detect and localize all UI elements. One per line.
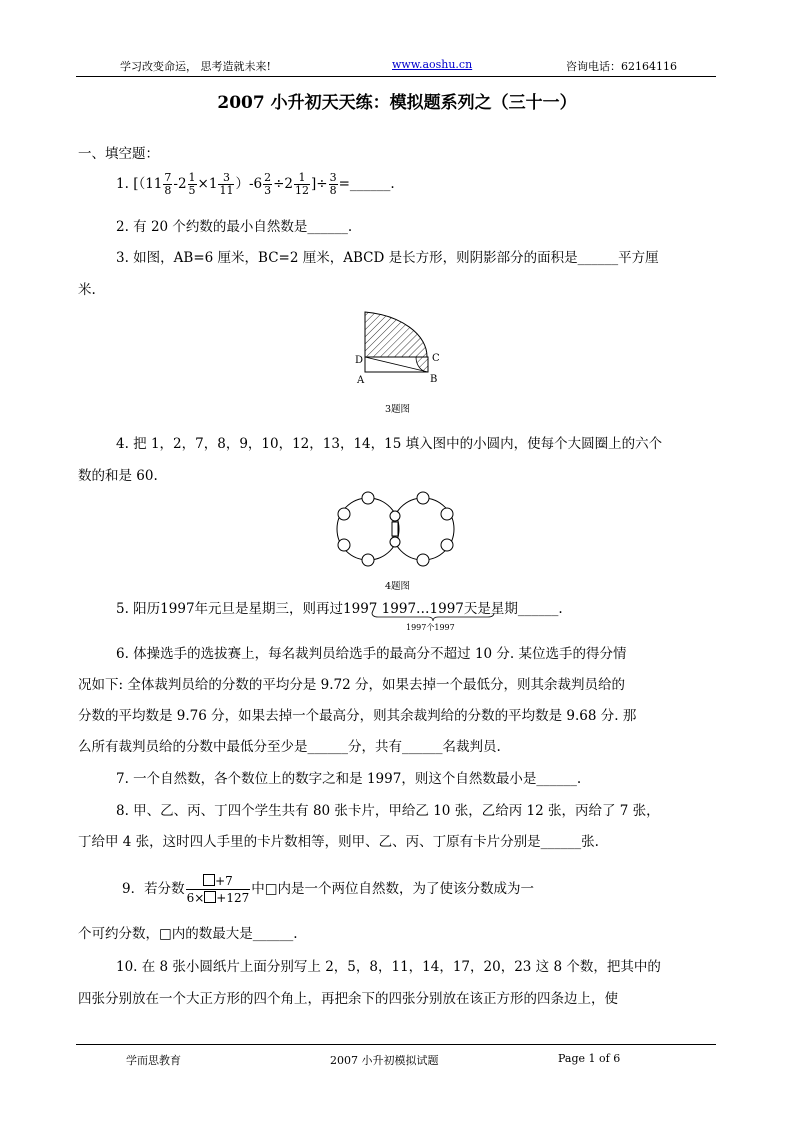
question-10-line1: 10. 在 8 张小圆纸片上面分别写上 2，5，8，11，14，17，20，23 这 8 个数，把其中的 (116, 959, 661, 975)
question-2: 2. 有 20 个约数的最小自然数是______. (116, 219, 353, 235)
q5-brace-label: 1997个1997 (406, 623, 455, 632)
question-6-line1: 6. 体操选手的选拔赛上，每名裁判员给选手的最高分不超过 10 分. 某位选手的得分情 (116, 646, 627, 662)
q1-text: [（11 (133, 176, 163, 192)
figure-4-diagram (333, 487, 463, 572)
q1-fraction: $\frac{7}{8}$ (164, 171, 172, 197)
header-rule (76, 76, 716, 77)
page-title: 2007 小升初天天练：模拟题系列之（三十一） (217, 93, 577, 113)
question-8-line2: 丁给甲 4 张，这时四人手里的卡片数相等，则甲、乙、丙、丁原有卡片分别是______张. (78, 834, 599, 850)
question-4-line1: 4. 把 1，2，7，8，9，10，12，13，14，15 填入图中的小圆内，使每个大圆圈上的六个 (116, 436, 663, 452)
label-d: D (355, 355, 364, 366)
q1-text: ×1 (197, 176, 218, 192)
q1-text: ÷2 (273, 176, 294, 192)
q5-number: 1997 1997…1997 (343, 601, 464, 617)
section-heading: 一、填空题： (78, 146, 159, 162)
q9-text: 9．若分数 (122, 881, 185, 897)
q1-fraction: $\frac{2}{3}$ (264, 171, 272, 197)
footer-rule (76, 1044, 716, 1045)
question-7: 7. 一个自然数，各个数位上的数字之和是 1997，则这个自然数最小是______. (116, 771, 582, 787)
question-3-line1: 3. 如图，AB=6 厘米，BC=2 厘米，ABCD 是长方形，则阴影部分的面积是______平方厘 (116, 250, 659, 266)
page-number: Page 1 of 6 (558, 1052, 621, 1065)
header-phone: 咨询电话：62164116 (566, 60, 677, 73)
question-6-line2: 况如下: 全体裁判员给的分数的平均分是 9.72 分，如果去掉一个最低分，则其余裁判员给的 (78, 677, 625, 693)
question-10-line2: 四张分别放在一个大正方形的四个角上，再把余下的四张分别放在该正方形的四条边上，使 (78, 991, 618, 1007)
question-1 (116, 172, 395, 197)
q1-fraction: $\frac{1}{5}$ (188, 171, 196, 197)
q5-answer-blank: 天是星期______. (463, 601, 563, 617)
question-9-line2: 个可约分数，□内的数最大是______. (78, 926, 298, 942)
question-6-line3: 分数的平均数是 9.76 分，如果去掉一个最高分，则其余裁判给的分数的平均数是 9.68 分. 那 (78, 708, 637, 724)
q1-text: -2 (173, 176, 187, 192)
figure-4-caption: 4题图 (385, 581, 411, 592)
figure-3-diagram (340, 305, 460, 390)
q5-text: 5. 阳历1997年元旦是星期三，则再过 (116, 601, 344, 617)
question-9 (122, 873, 534, 906)
q1-text: ]÷ (311, 176, 328, 192)
figure-3-caption: 3题图 (385, 404, 411, 415)
q9-fraction: $\frac{+7}{6\times +127}$ (186, 874, 250, 905)
question-3-line2: 米. (78, 282, 96, 298)
question-6-line4: 么所有裁判员给的分数中最低分至少是______分，共有______名裁判员. (78, 739, 501, 755)
q5-brace (370, 612, 496, 622)
label-b: B (430, 374, 438, 385)
q9-text: 中□内是一个两位自然数，为了使该分数成为一 (251, 881, 535, 897)
question-8-line1: 8. 甲、乙、丙、丁四个学生共有 80 张卡片，甲给乙 10 张，乙给丙 12 张，丙给了 7 张， (116, 803, 660, 819)
q1-number: 1. (116, 176, 129, 192)
label-a: A (357, 375, 365, 386)
header-slogan: 学习改变命运， 思考造就未来! (120, 60, 271, 73)
q1-fraction: $\frac{3}{8}$ (329, 171, 337, 197)
header-url-link[interactable]: www.aoshu.cn (392, 58, 473, 71)
question-4-line2: 数的和是 60. (78, 468, 158, 484)
q1-answer-blank: =______. (338, 176, 395, 192)
footer-center: 2007 小升初模拟试题 (330, 1054, 439, 1067)
q1-fraction: $\frac{1}{12}$ (295, 171, 310, 197)
q1-fraction: $\frac{3}{11}$ (219, 171, 234, 197)
footer-left: 学而思教育 (126, 1054, 181, 1067)
label-c: C (432, 353, 440, 364)
q1-text: ）-6 (235, 176, 263, 192)
